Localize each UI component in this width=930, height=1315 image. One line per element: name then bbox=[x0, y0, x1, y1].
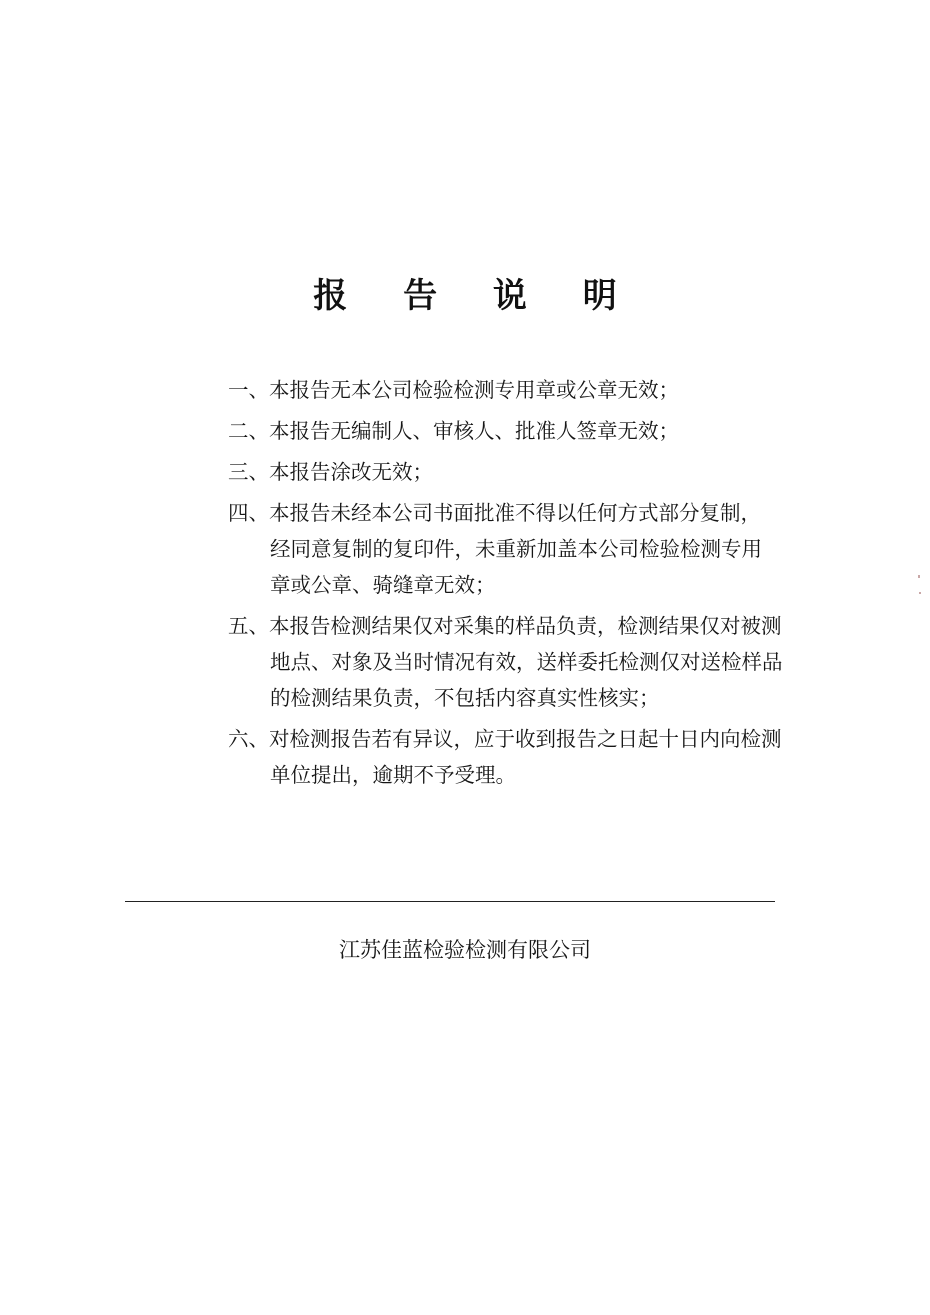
note-4-line-3: 章或公章、骑缝章无效； bbox=[270, 573, 496, 597]
note-4-line-1: 四、本报告未经本公司书面批准不得以任何方式部分复制， bbox=[228, 501, 761, 525]
scan-speck-mark bbox=[919, 592, 921, 594]
note-2-line-1: 二、本报告无编制人、审核人、批准人签章无效； bbox=[228, 419, 679, 443]
company-name: 江苏佳蓝检验检测有限公司 bbox=[339, 938, 591, 962]
note-item-5 bbox=[228, 608, 838, 716]
note-item-1 bbox=[228, 372, 838, 408]
note-item-6 bbox=[228, 721, 838, 793]
note-item-2 bbox=[228, 413, 838, 449]
note-5-line-3: 的检测结果负责，不包括内容真实性核实； bbox=[270, 686, 660, 710]
note-4-line-2: 经同意复制的复印件，未重新加盖本公司检验检测专用 bbox=[270, 537, 762, 561]
note-6-line-2: 单位提出，逾期不予受理。 bbox=[270, 763, 516, 787]
note-5-line-1: 五、本报告检测结果仅对采集的样品负责，检测结果仅对被测 bbox=[228, 614, 782, 638]
note-item-3 bbox=[228, 454, 838, 490]
note-3-line-1: 三、本报告涂改无效； bbox=[228, 460, 433, 484]
note-6-line-1: 六、对检测报告若有异议，应于收到报告之日起十日内向检测 bbox=[228, 727, 782, 751]
note-1-line-1: 一、本报告无本公司检验检测专用章或公章无效； bbox=[228, 378, 679, 402]
footer-divider bbox=[125, 901, 775, 902]
scan-speck-mark bbox=[918, 575, 920, 578]
notes-list bbox=[228, 372, 838, 793]
document-title: 报 告 说 明 bbox=[313, 276, 639, 316]
note-5-line-2: 地点、对象及当时情况有效，送样委托检测仅对送检样品 bbox=[270, 650, 783, 674]
note-item-4 bbox=[228, 495, 838, 603]
